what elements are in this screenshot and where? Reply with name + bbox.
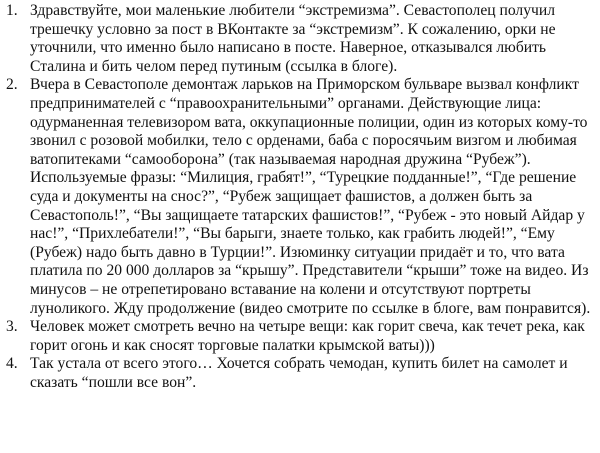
list-item-number: 3.	[6, 318, 18, 336]
list-item-text: Так устала от всего этого… Хочется собрать чемодан, купить билет на самолет и сказать “пошли все вон”.	[30, 355, 568, 391]
numbered-list	[0, 2, 596, 392]
list-item-2	[0, 76, 596, 318]
list-item-3	[0, 318, 596, 355]
list-item-text: Человек может смотреть вечно на четыре вещи: как горит свеча, как течет река, как горит огонь и как сносят торговые палатки крымской ваты)))	[30, 318, 585, 354]
list-item-number: 1.	[6, 2, 18, 19]
list-item-number: 4.	[6, 355, 18, 373]
list-item-text: Здравствуйте, мои маленькие любители “экстремизма”. Севастополец получил трешечку условно за пост в ВКонтакте за “экстремизм”. К сожалению, орки не уточнили, что именно было написано в посте. Наверное, отказывался любить Сталина и бить челом перед путиным (ссылка в блоге).	[30, 2, 556, 75]
list-item-1	[0, 2, 596, 76]
list-item-number: 2.	[6, 76, 18, 94]
list-item-text: Вчера в Севастополе демонтаж ларьков на Приморском бульваре вызвал конфликт предпринимателей с “правоохранительными” органами. Действующие лица: одурманенная телевизором вата, оккупационные полиции, один из которых кому-то звонил с розовой мобилки, тело с орденами, баба с поросячьим визгом и любимая ватопитеками “самооборона” (так называемая народная дружина “Рубеж”). Используемые фразы: “Милиция, грабят!”, “Турецкие подданные!”, “Где решение суда и документы на снос?”, “Рубеж защищает фашистов, а должен быть за Севастополь!”, “Вы защищаете татарских фашистов!”, “Рубеж - это новый Айдар у нас!”, “Прихлебатели!”, “Вы барыги, знаете только, как грабить людей!”, “Ему (Рубеж) надо быть давно в Турции!”. Изюминку ситуации придаёт и то, что вата платила по 20 000 долларов за “крышу”. Представители “крыши” тоже на видео. Из минусов – не отрепетировано вставание на колени и отсутствуют портреты луноликого. Жду продолжение (видео смотрите по ссылке в блоге, вам понравится).	[30, 76, 591, 317]
list-item-4	[0, 355, 596, 392]
